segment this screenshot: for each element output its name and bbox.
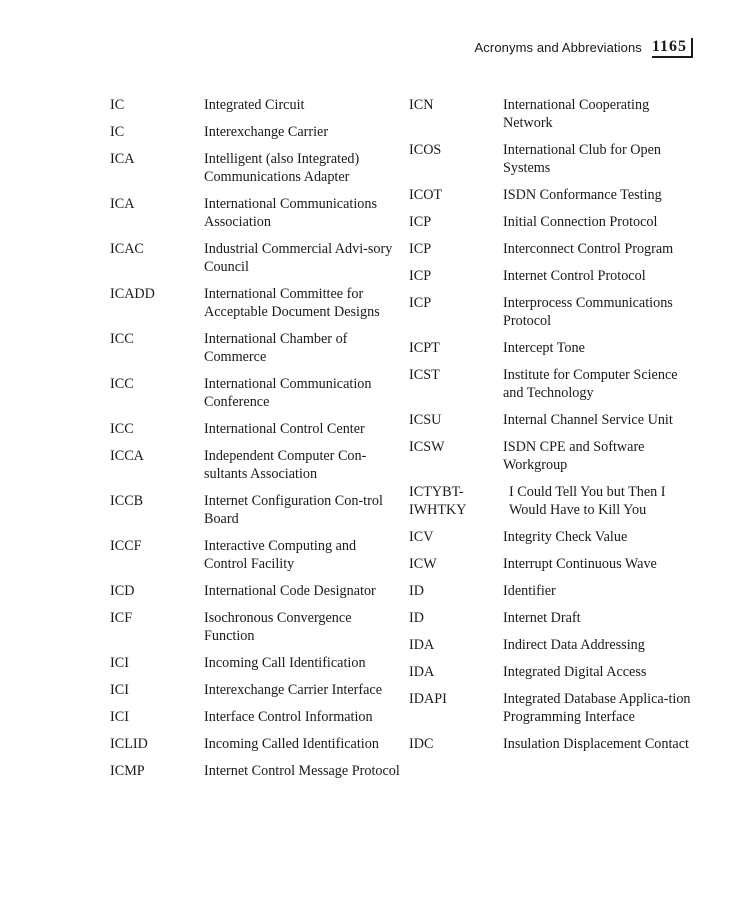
list-item: [409, 240, 699, 258]
acronym: ICCB: [110, 493, 144, 509]
acronym: ICP: [409, 241, 432, 257]
expansion: International Club for Open Systems: [503, 142, 661, 176]
expansion: Internal Channel Service Unit: [503, 412, 673, 428]
list-item: [409, 339, 699, 357]
expansion: I Could Tell You but Then I Would Have to Kill You: [509, 484, 666, 518]
list-item: [409, 609, 699, 627]
acronym: ICP: [409, 295, 432, 311]
expansion: Intercept Tone: [503, 340, 585, 356]
acronym: IC: [110, 124, 125, 140]
expansion: Intelligent (also Integrated) Communications Adapter: [204, 151, 360, 185]
list-item: [110, 150, 400, 186]
expansion: International Cooperating Network: [503, 97, 650, 131]
expansion: Internet Configuration Con-trol Board: [204, 493, 383, 527]
list-item: [110, 609, 400, 645]
expansion: Integrated Database Applica-tion Programming Interface: [503, 691, 691, 725]
expansion: Industrial Commercial Advi-sory Council: [204, 241, 393, 275]
right-column: [409, 96, 699, 762]
list-item: [110, 285, 400, 321]
acronym: ICADD: [110, 286, 155, 302]
expansion: Incoming Called Identification: [204, 736, 379, 752]
acronym: ICP: [409, 268, 432, 284]
expansion: Interconnect Control Program: [503, 241, 674, 257]
list-item: [110, 762, 400, 780]
list-item: [409, 366, 699, 402]
expansion: Initial Connection Protocol: [503, 214, 658, 230]
list-item: [409, 186, 699, 204]
expansion: Internet Control Protocol: [503, 268, 646, 284]
acronym: ID: [409, 583, 424, 599]
acronym: ICCA: [110, 448, 144, 464]
acronym: ICA: [110, 196, 135, 212]
expansion: Interprocess Communications Protocol: [503, 295, 673, 329]
acronym: ICCF: [110, 538, 142, 554]
list-item: [110, 375, 400, 411]
expansion: ISDN Conformance Testing: [503, 187, 662, 203]
expansion: International Communication Conference: [204, 376, 372, 410]
list-item: [409, 555, 699, 573]
list-item: [409, 582, 699, 600]
list-item: [409, 636, 699, 654]
acronym: ICPT: [409, 340, 440, 356]
acronym: ICC: [110, 376, 134, 392]
list-item: [110, 330, 400, 366]
acronym: ICAC: [110, 241, 144, 257]
expansion: Identifier: [503, 583, 556, 599]
acronym: ICI: [110, 655, 129, 671]
acronym: ICA: [110, 151, 135, 167]
list-item: [110, 420, 400, 438]
acronym: ICW: [409, 556, 437, 572]
acronym: ICV: [409, 529, 434, 545]
list-item: [409, 528, 699, 546]
list-item: [409, 411, 699, 429]
acronym: ICTYBT-IWHTKY: [409, 484, 467, 518]
expansion: Incoming Call Identification: [204, 655, 366, 671]
page-header: [475, 36, 693, 58]
running-title: Acronyms and Abbreviations: [474, 40, 642, 55]
list-item: [409, 663, 699, 681]
acronym: ICSW: [409, 439, 445, 455]
acronym: ICP: [409, 214, 432, 230]
expansion: Interface Control Information: [204, 709, 373, 725]
expansion: ISDN CPE and Software Workgroup: [503, 439, 645, 473]
acronym: ICC: [110, 331, 134, 347]
page-number: 1165: [652, 38, 693, 57]
expansion: International Chamber of Commerce: [204, 331, 348, 365]
expansion: International Control Center: [204, 421, 365, 437]
acronym: ICST: [409, 367, 440, 383]
acronym: IDA: [409, 664, 435, 680]
expansion: Interactive Computing and Control Facility: [204, 538, 357, 572]
list-item: [409, 294, 699, 330]
expansion: Integrated Circuit: [204, 97, 305, 113]
expansion: Insulation Displacement Contact: [503, 736, 689, 752]
expansion: Interexchange Carrier Interface: [204, 682, 383, 698]
acronym: ICF: [110, 610, 133, 626]
list-item: [110, 681, 400, 699]
list-item: [110, 195, 400, 231]
expansion: Interrupt Continuous Wave: [503, 556, 657, 572]
expansion: International Communications Association: [204, 196, 377, 230]
list-item: [409, 213, 699, 231]
list-item: [409, 690, 699, 726]
acronym: ICLID: [110, 736, 148, 752]
list-item: [409, 438, 699, 474]
expansion: International Committee for Acceptable Document Designs: [204, 286, 380, 320]
list-item: [110, 537, 400, 573]
acronym: ICOT: [409, 187, 443, 203]
acronym: ICC: [110, 421, 134, 437]
acronym: ICI: [110, 709, 129, 725]
list-item: [110, 447, 400, 483]
expansion: Internet Draft: [503, 610, 581, 626]
acronym: ID: [409, 610, 424, 626]
acronym: IDA: [409, 637, 435, 653]
list-item: [110, 708, 400, 726]
list-item: [110, 96, 400, 114]
left-column: [110, 96, 400, 789]
list-item: [409, 96, 699, 132]
expansion: Internet Control Message Protocol: [204, 763, 400, 779]
list-item: [110, 123, 400, 141]
acronym: ICMP: [110, 763, 145, 779]
acronym: IDAPI: [409, 691, 447, 707]
expansion: Institute for Computer Science and Technology: [503, 367, 678, 401]
expansion: Integrity Check Value: [503, 529, 628, 545]
list-item: [409, 483, 699, 519]
expansion: Isochronous Convergence Function: [204, 610, 352, 644]
list-item: [409, 267, 699, 285]
list-item: [110, 240, 400, 276]
acronym: ICSU: [409, 412, 442, 428]
acronym: ICOS: [409, 142, 442, 158]
list-item: [409, 141, 699, 177]
acronym: ICD: [110, 583, 135, 599]
list-item: [110, 582, 400, 600]
expansion: Indirect Data Addressing: [503, 637, 645, 653]
list-item: [110, 654, 400, 672]
expansion: Interexchange Carrier: [204, 124, 329, 140]
expansion: Integrated Digital Access: [503, 664, 647, 680]
acronym: IDC: [409, 736, 434, 752]
acronym: IC: [110, 97, 125, 113]
page-number-frame: [652, 38, 693, 58]
acronym: ICN: [409, 97, 434, 113]
list-item: [110, 492, 400, 528]
expansion: Independent Computer Con-sultants Association: [204, 448, 367, 482]
acronym: ICI: [110, 682, 129, 698]
expansion: International Code Designator: [204, 583, 376, 599]
list-item: [110, 735, 400, 753]
list-item: [409, 735, 699, 753]
